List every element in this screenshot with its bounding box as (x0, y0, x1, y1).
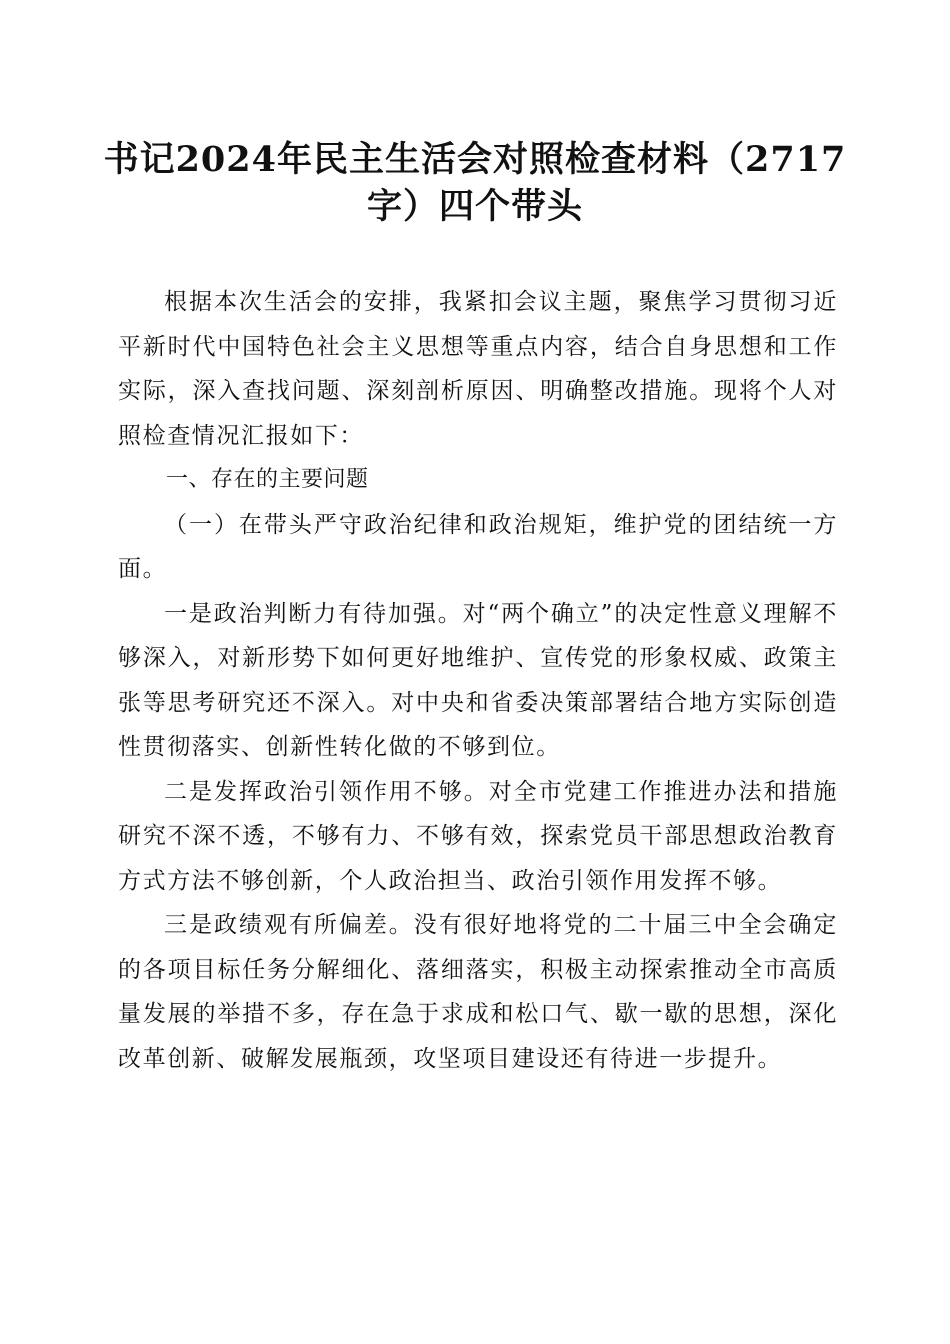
title-line-1: 书记2024年民主生活会对照检查材料（2717 (103, 139, 847, 180)
subsection-heading-political-discipline: （一）在带头严守政治纪律和政治规矩，维护党的团结统一方面。 (118, 511, 838, 582)
point-paragraph-1: 一是政治判断力有待加强。对“两个确立”的决定性意义理解不够深入，对新形势下如何更好地维护、宣传党的形象权威、政策主张等思考研究还不深入。对中央和省委决策部署结合地方实际创造性贯彻落实、创新性转化做的不够到位。 (118, 600, 838, 760)
document-title (100, 136, 850, 230)
point-paragraph-3: 三是政绩观有所偏差。没有很好地将党的二十届三中全会确定的各项目标任务分解细化、落细落实，积极主动探索推动全市高质量发展的举措不多，存在急于求成和松口气、歇一歇的思想，深化改革创新、破解发展瓶颈，攻坚项目建设还有待进一步提升。 (118, 912, 838, 1072)
document-body (118, 280, 838, 1081)
title-line-2: 字）四个带头 (366, 186, 583, 227)
section-heading-main-problems: 一、存在的主要问题 (166, 467, 369, 492)
point-paragraph-2: 二是发挥政治引领作用不够。对全市党建工作推进办法和措施研究不深不透，不够有力、不够有效，探索党员干部思想政治教育方式方法不够创新，个人政治担当、政治引领作用发挥不够。 (118, 778, 838, 894)
intro-paragraph: 根据本次生活会的安排，我紧扣会议主题，聚焦学习贯彻习近平新时代中国特色社会主义思想等重点内容，结合自身思想和工作实际，深入查找问题、深刻剖析原因、明确整改措施。现将个人对照检查情况汇报如下： (118, 289, 838, 449)
